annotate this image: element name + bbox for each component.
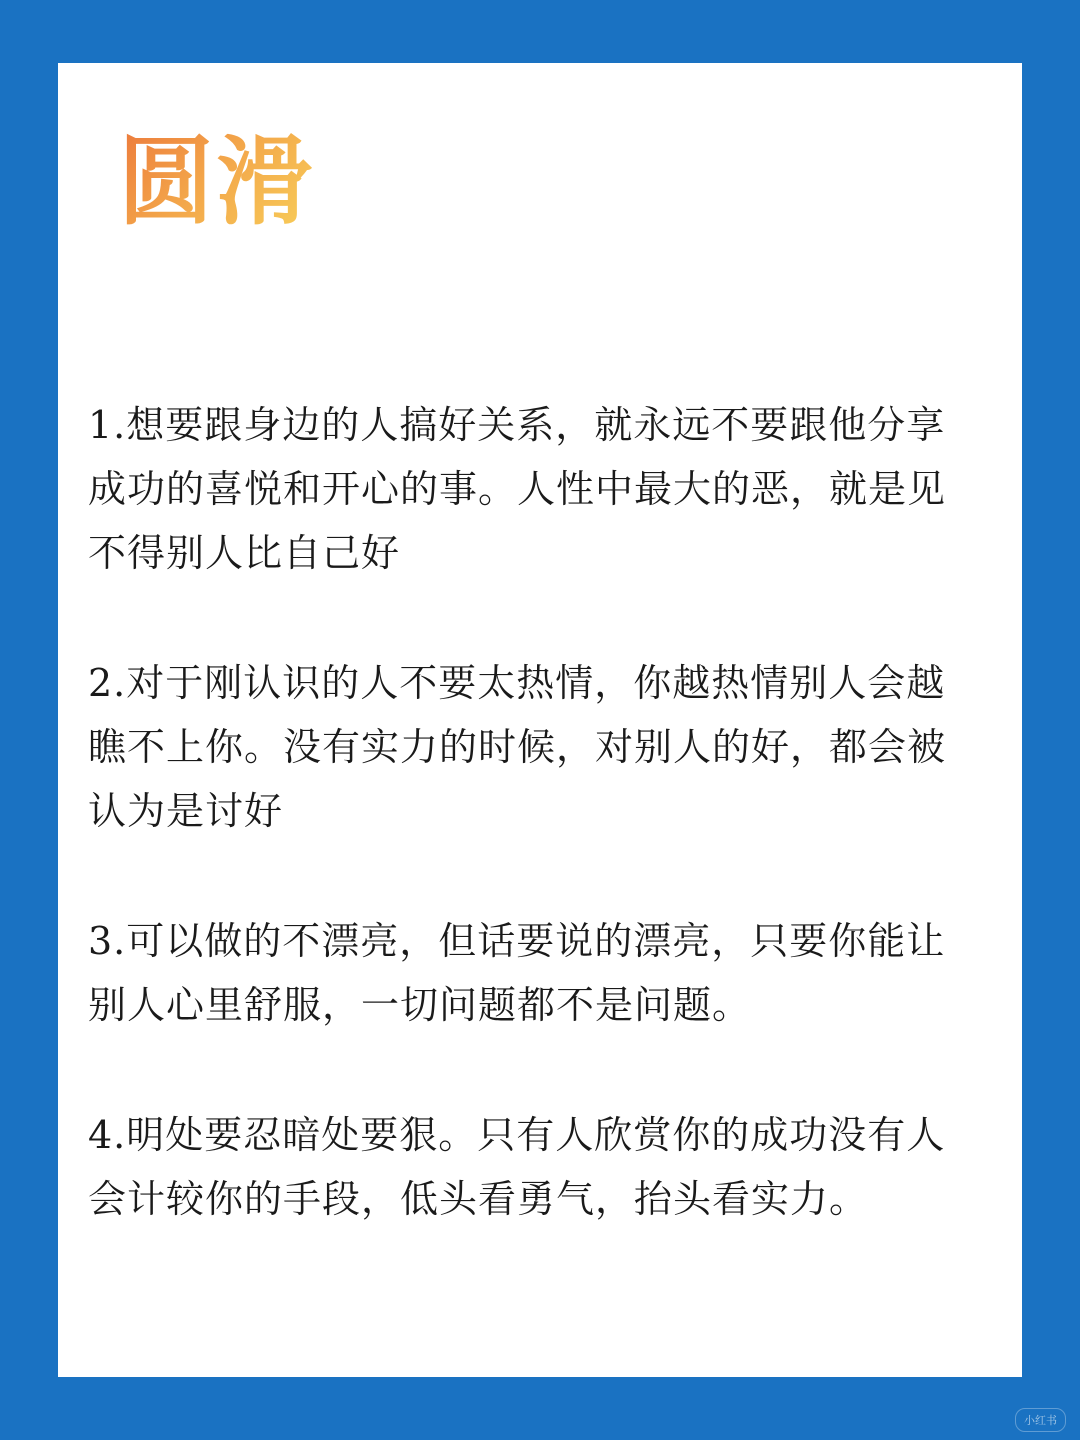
tip-item-3: 3.可以做的不漂亮，但话要说的漂亮，只要你能让别人心里舒服，一切问题都不是问题。 <box>88 919 946 1027</box>
page-title: 圆滑 <box>118 125 314 238</box>
tip-item-1: 1.想要跟身边的人搞好关系，就永远不要跟他分享成功的喜悦和开心的事。人性中最大的恶，就是见不得别人比自己好 <box>88 403 947 575</box>
tip-item-2: 2.对于刚认识的人不要太热情，你越热情别人会越瞧不上你。没有实力的时候，对别人的好，都会被认为是讨好 <box>88 661 947 833</box>
tips-list <box>88 393 968 1297</box>
watermark: 小红书 <box>1015 1408 1066 1432</box>
tip-item-4: 4.明处要忍暗处要狠。只有人欣赏你的成功没有人会计较你的手段，低头看勇气，抬头看实力。 <box>88 1113 946 1221</box>
content-card <box>58 63 1022 1377</box>
